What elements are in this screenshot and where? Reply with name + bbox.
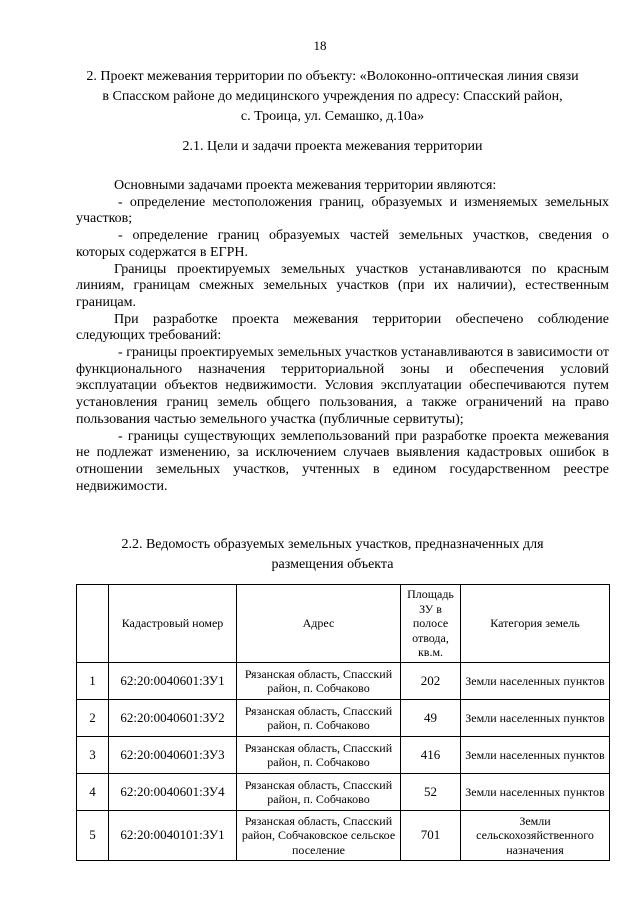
header-area: Площадь ЗУ в полосе отвода, кв.м. [401, 585, 461, 663]
cell-area: 49 [401, 700, 461, 737]
cell-index: 5 [77, 811, 109, 861]
table-row [77, 811, 610, 861]
paragraph: - определение границ образуемых частей земельных участков, сведения о которых содержатся в ЕГРН. [76, 228, 609, 260]
title-line: в Спасском районе до медицинского учреждения по адресу: Спасский район, [102, 89, 563, 104]
cell-area: 416 [401, 737, 461, 774]
paragraph: При разработке проекта межевания территории обеспечено соблюдение следующих требований: [76, 311, 609, 344]
table-header-row [77, 585, 610, 663]
parcels-table [76, 584, 610, 861]
cell-land-category: Земли сельскохозяйственного назначения [461, 811, 610, 861]
paragraph: - границы существующих землепользований при разработке проекта межевания не подлежат изменению, за исключением случаев выявления кадастровых ошибок в отношении земельных участков, учтенных в едином государственном реестре недвижимости. [76, 428, 609, 494]
section-heading-2-2 [40, 535, 625, 575]
cell-area: 52 [401, 774, 461, 811]
cell-address: Рязанская область, Спасский район, п. Собчаково [237, 663, 401, 700]
paragraph: - границы проектируемых земельных участков устанавливаются в зависимости от функционального назначения территориальной зоны и обеспечения условий эксплуатации объектов недвижимости. Условия эксплуатации обеспечиваются путем установления границ земель общего пользования, а также ограничений на право пользования частью земельного участка (публичные сервитуты); [76, 345, 609, 427]
title-line: 2. Проект межевания территории по объекту: «Волоконно-оптическая линия связи [86, 69, 579, 84]
cell-cadastral-number: 62:20:0040601:ЗУ1 [109, 663, 237, 700]
cell-cadastral-number: 62:20:0040601:ЗУ3 [109, 737, 237, 774]
paragraph: Границы проектируемых земельных участков устанавливаются по красным линиям, границам смежных земельных участков (при их наличии), естественным границам. [76, 261, 609, 310]
cell-land-category: Земли населенных пунктов [461, 737, 610, 774]
header-index [77, 585, 109, 663]
cell-address: Рязанская область, Спасский район, п. Собчаково [237, 737, 401, 774]
title-line: с. Троица, ул. Семашко, д.10а» [240, 109, 425, 124]
body-text [76, 178, 609, 495]
paragraph: - определение местоположения границ, образуемых и изменяемых земельных участков; [76, 194, 609, 227]
parcels-table-wrapper [76, 584, 609, 861]
paragraph: Основными задачами проекта межевания территории являются: [114, 178, 497, 193]
header-cadastral-number: Кадастровый номер [109, 585, 237, 663]
cell-land-category: Земли населенных пунктов [461, 663, 610, 700]
section-heading-2-1 [40, 137, 625, 157]
page-number: 18 [313, 38, 327, 53]
table-row [77, 737, 610, 774]
table-row [77, 700, 610, 737]
cell-address: Рязанская область, Спасский район, п. Собчаково [237, 774, 401, 811]
cell-address: Рязанская область, Спасский район, п. Собчаково [237, 700, 401, 737]
section-heading-line: 2.2. Ведомость образуемых земельных участков, предназначенных для [121, 537, 544, 552]
table-row [77, 774, 610, 811]
cell-cadastral-number: 62:20:0040601:ЗУ4 [109, 774, 237, 811]
cell-address: Рязанская область, Спасский район, Собчаковское сельское поселение [237, 811, 401, 861]
cell-index: 3 [77, 737, 109, 774]
cell-index: 1 [77, 663, 109, 700]
document-title [60, 67, 605, 127]
cell-cadastral-number: 62:20:0040101:ЗУ1 [109, 811, 237, 861]
cell-index: 4 [77, 774, 109, 811]
cell-area: 202 [401, 663, 461, 700]
cell-area: 701 [401, 811, 461, 861]
section-heading-line: размещения объекта [271, 557, 394, 572]
header-address: Адрес [237, 585, 401, 663]
section-heading-text: 2.1. Цели и задачи проекта межевания территории [182, 139, 483, 154]
cell-land-category: Земли населенных пунктов [461, 700, 610, 737]
cell-land-category: Земли населенных пунктов [461, 774, 610, 811]
cell-cadastral-number: 62:20:0040601:ЗУ2 [109, 700, 237, 737]
header-land-category: Категория земель [461, 585, 610, 663]
cell-index: 2 [77, 700, 109, 737]
table-row [77, 663, 610, 700]
